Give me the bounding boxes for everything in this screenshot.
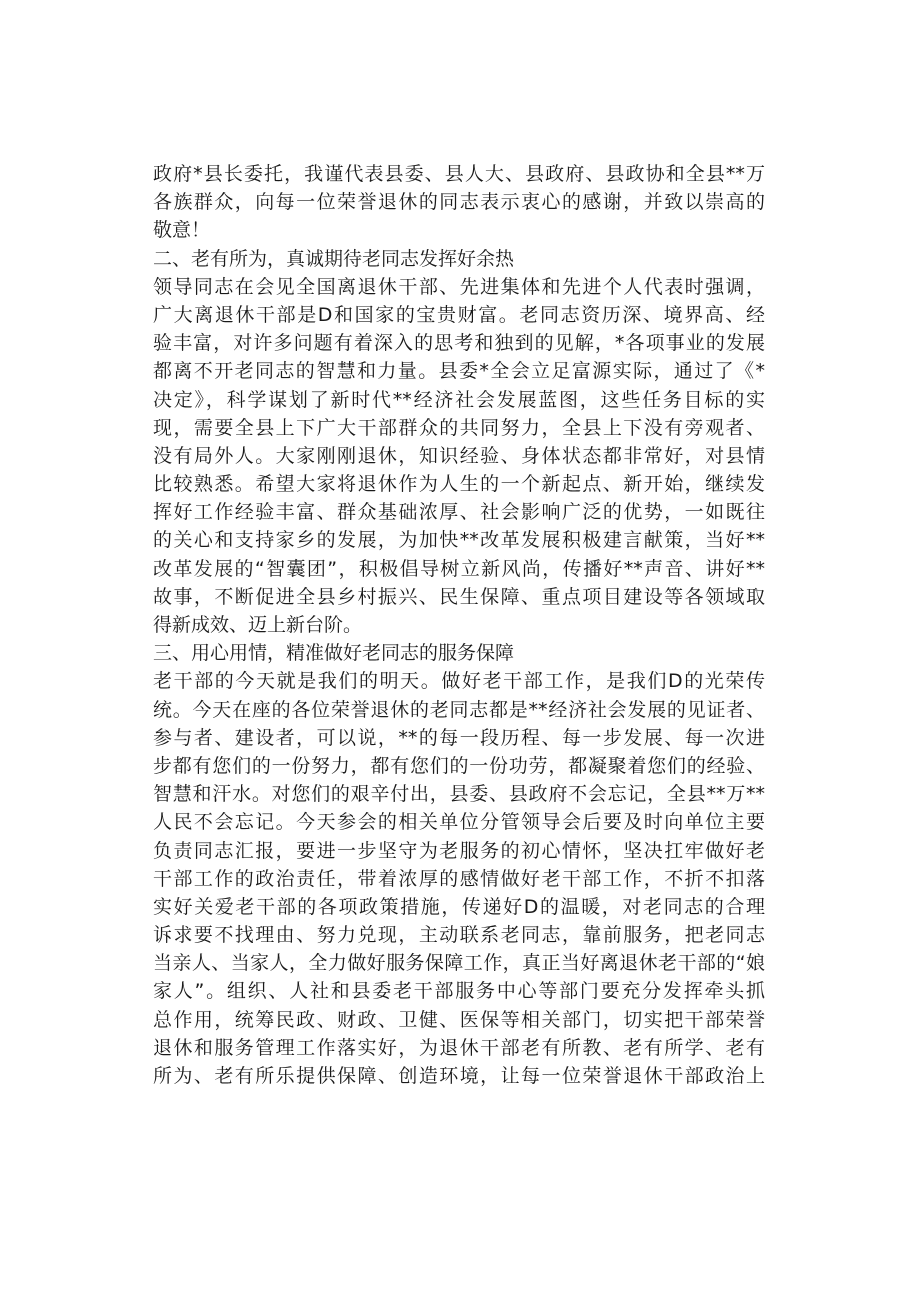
text-line: 的关心和支持家乡的发展，为加快**改革发展积极建言献策，当好** <box>153 529 765 552</box>
text-line: 统。今天在座的各位荣誉退休的老同志都是**经济社会发展的见证者、 <box>153 698 765 721</box>
text-line: 家人”。组织、人社和县委老干部服务中心等部门要充分发挥牵头抓 <box>153 980 765 1003</box>
text-line: 没有局外人。大家刚刚退休，知识经验、身体状态都非常好，对县情 <box>153 444 765 467</box>
section-heading: 三、用心用情，精准做好老同志的服务保障 <box>153 642 515 665</box>
text-line: 现，需要全县上下广大干部群众的共同努力，全县上下没有旁观者、 <box>153 416 765 439</box>
text-line: 负责同志汇报，要进一步坚守为老服务的初心情怀，坚决扛牢做好老 <box>153 839 765 862</box>
text-line: 参与者、建设者，可以说，**的每一段历程、每一步发展、每一次进 <box>153 726 765 749</box>
text-line: 得新成效、迈上新台阶。 <box>153 614 363 636</box>
text-line: 人民不会忘记。今天参会的相关单位分管领导会后要及时向单位主要 <box>153 811 765 834</box>
text-line: 所为、老有所乐提供保障、创造环境，让每一位荣誉退休干部政治上 <box>153 1065 765 1087</box>
text-line: 实好关爱老干部的各项政策措施，传递好D的温暖，对老同志的合理 <box>153 895 765 918</box>
text-line: 广大离退休干部是D和国家的宝贵财富。老同志资历深、境界高、经 <box>153 303 765 326</box>
text-line: 都离不开老同志的智慧和力量。县委*全会立足富源实际，通过了《* <box>153 360 765 383</box>
text-line: 领导同志在会见全国离退休干部、先进集体和先进个人代表时强调， <box>153 275 765 298</box>
text-line: 总作用，统筹民政、财政、卫健、医保等相关部门，切实把干部荣誉 <box>153 1008 765 1031</box>
text-line: 智慧和汗水。对您们的艰辛付出，县委、县政府不会忘记，全县**万** <box>153 783 765 806</box>
text-line: 干部工作的政治责任，带着浓厚的感情做好老干部工作，不折不扣落 <box>153 867 765 890</box>
text-line: 老干部的今天就是我们的明天。做好老干部工作，是我们D的光荣传 <box>153 670 765 693</box>
text-line: 验丰富，对许多问题有着深入的思考和独到的见解，*各项事业的发展 <box>153 332 765 355</box>
text-line: 决定》，科学谋划了新时代**经济社会发展蓝图，这些任务目标的实 <box>153 388 765 411</box>
text-line: 退休和服务管理工作落实好，为退休干部老有所教、老有所学、老有 <box>153 1036 765 1059</box>
text-line: 诉求要不找理由、努力兑现，主动联系老同志，靠前服务，把老同志 <box>153 924 765 947</box>
text-line: 步都有您们的一份努力，都有您们的一份功劳，都凝聚着您们的经验、 <box>153 754 765 777</box>
text-line: 故事，不断促进全县乡村振兴、民生保障、重点项目建设等各领域取 <box>153 585 765 608</box>
document-body <box>153 160 765 1090</box>
text-line: 各族群众，向每一位荣誉退休的同志表示衷心的感谢，并致以崇高的 <box>153 191 765 214</box>
text-line: 挥好工作经验丰富、群众基础浓厚、社会影响广泛的优势，一如既往 <box>153 501 765 524</box>
section-heading: 二、老有所为，真诚期待老同志发挥好余热 <box>153 247 515 270</box>
text-line: 敬意！ <box>153 219 211 242</box>
text-line: 当亲人、当家人，全力做好服务保障工作，真正当好离退休老干部的“娘 <box>153 952 765 975</box>
text-line: 政府*县长委托，我谨代表县委、县人大、县政府、县政协和全县**万 <box>153 163 765 185</box>
text-line: 比较熟悉。希望大家将退休作为人生的一个新起点、新开始，继续发 <box>153 473 765 496</box>
text-line: 改革发展的“智囊团”，积极倡导树立新风尚，传播好**声音、讲好** <box>153 557 765 580</box>
